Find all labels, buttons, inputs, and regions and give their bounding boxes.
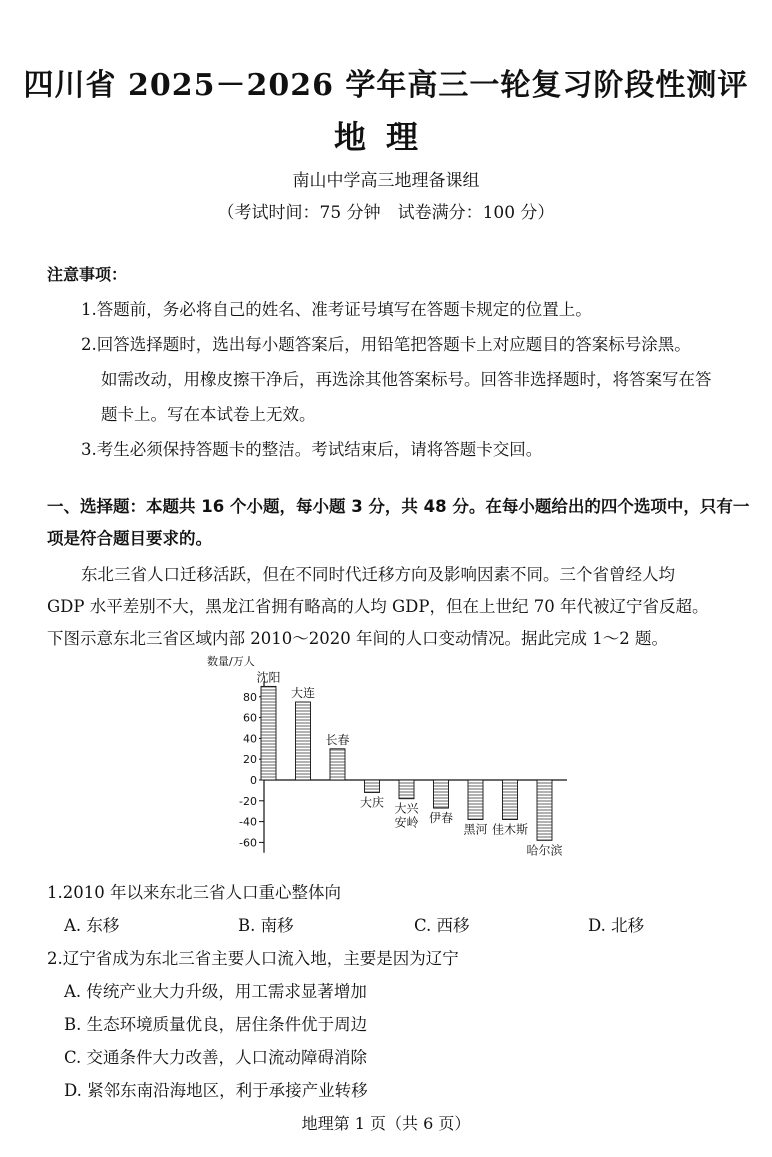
y-tick-label: -60 [239, 836, 257, 850]
bar-大连 [296, 702, 311, 780]
passage-line: 下图示意东北三省区域内部 2010～2020 年间的人口变动情况。据此完成 1～2 题。 [47, 629, 668, 648]
question-1-stem: 1.2010 年以来东北三省人口重心整体向 [47, 883, 341, 902]
category-label: 大兴 [394, 801, 419, 816]
y-axis-label: 数量/万人 [207, 655, 255, 668]
q1-option-c[interactable]: C. 西移 [414, 916, 470, 935]
exam-info: （考试时间：75 分钟 试卷满分：100 分） [217, 203, 555, 223]
q1-option-b[interactable]: B. 南移 [238, 916, 294, 935]
exam-title: 四川省 2025－2026 学年高三一轮复习阶段性测评 [23, 68, 749, 103]
subject-title: 地理 [333, 118, 438, 156]
y-tick-label: 80 [243, 690, 257, 704]
y-tick-label: 60 [243, 711, 257, 725]
notice-item: 2.回答选择题时，选出每小题答案后，用铅笔把答题卡上对应题目的答案标号涂黑。 [81, 335, 691, 354]
notice-item: 3.考生必须保持答题卡的整洁。考试结束后，请将答题卡交回。 [81, 440, 543, 459]
notice-item: 1.答题前，务必将自己的姓名、准考证号填写在答题卡规定的位置上。 [81, 300, 592, 319]
notice-heading: 注意事项： [47, 265, 128, 284]
category-label: 大庆 [359, 795, 385, 810]
y-tick-label: -20 [239, 794, 257, 808]
bar-哈尔滨 [537, 780, 552, 840]
question-2-stem: 2.辽宁省成为东北三省主要人口流入地，主要是因为辽宁 [47, 949, 459, 968]
bar-大庆 [365, 780, 380, 792]
category-label: 沈阳 [256, 670, 281, 685]
category-label: 哈尔滨 [526, 843, 563, 858]
q2-option-a[interactable]: A. 传统产业大力升级，用工需求显著增加 [64, 982, 367, 1001]
passage-line: 东北三省人口迁移活跃，但在不同时代迁移方向及影响因素不同。三个省曾经人均 [81, 565, 675, 584]
passage-line: GDP 水平差别不大，黑龙江省拥有略高的人均 GDP，但在上世纪 70 年代被辽宁省反超。 [47, 597, 709, 616]
section-heading: 一、选择题：本题共 16 个小题，每小题 3 分，共 48 分。在每小题给出的四个选项中，只有一 [47, 497, 750, 516]
bar-沈阳 [261, 686, 276, 780]
q2-option-c[interactable]: C. 交通条件大力改善，人口流动障碍消除 [64, 1048, 368, 1067]
bar-伊春 [434, 780, 449, 808]
category-label: 佳木斯 [491, 822, 529, 837]
page-footer: 地理第 1 页（共 6 页） [301, 1114, 471, 1133]
section-heading: 项是符合题目要求的。 [47, 529, 212, 548]
category-label: 长春 [325, 732, 350, 747]
category-label: 黑河 [463, 822, 488, 837]
notice-item: 题卡上。写在本试卷上无效。 [101, 405, 316, 424]
q2-option-d[interactable]: D. 紧邻东南沿海地区，利于承接产业转移 [64, 1081, 368, 1100]
q1-option-a[interactable]: A. 东移 [64, 916, 120, 935]
organization: 南山中学高三地理备课组 [292, 171, 480, 191]
y-tick-label: 0 [250, 774, 257, 787]
q1-option-d[interactable]: D. 北移 [588, 916, 645, 935]
y-tick-label: 40 [243, 732, 257, 746]
y-tick-label: -40 [239, 815, 257, 829]
bar-大兴安岭 [399, 780, 414, 799]
q2-option-b[interactable]: B. 生态环境质量优良，居住条件优于周边 [64, 1015, 368, 1034]
category-label: 大连 [290, 686, 316, 700]
category-label: 伊春 [428, 811, 454, 826]
bar-长春 [330, 749, 345, 780]
y-tick-label: 20 [243, 753, 257, 767]
category-label: 安岭 [394, 815, 419, 830]
bar-佳木斯 [503, 780, 518, 820]
bar-黑河 [468, 780, 483, 820]
notice-item: 如需改动，用橡皮擦干净后，再选涂其他答案标号。回答非选择题时，将答案写在答 [101, 370, 712, 389]
population-change-chart [195, 650, 585, 865]
